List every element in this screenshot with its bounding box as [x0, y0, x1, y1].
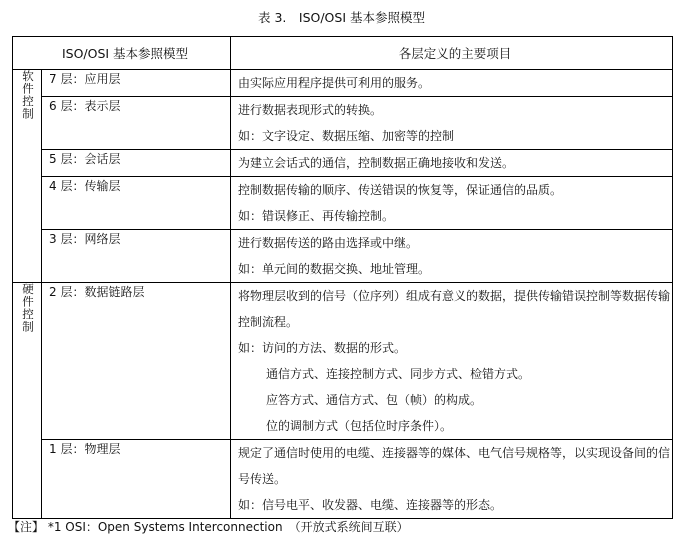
desc-line: 如：错误修正、再传输控制。 — [238, 209, 395, 223]
desc-line: 控制数据传输的顺序、传送错误的恢复等，保证通信的品质。 — [238, 183, 563, 197]
table-row — [13, 70, 673, 97]
layer-name: 1 层：物理层 — [42, 440, 231, 519]
layer-desc — [231, 440, 673, 519]
layer-desc — [231, 97, 673, 150]
desc-line: 为建立会话式的通信，控制数据正确地接收和发送。 — [238, 156, 515, 170]
desc-line: 规定了通信时使用的电缆、连接器等的媒体、电气信号规格等，以实现设备间的信号传送。 — [238, 446, 671, 486]
footnote: 【注】 *1 OSI：Open Systems Interconnection （开放式系统间互联） — [8, 520, 409, 534]
header-items: 各层定义的主要项目 — [231, 37, 673, 70]
table-row — [13, 97, 673, 150]
layer-name: 4 层：传输层 — [42, 177, 231, 230]
layer-name: 2 层：数据链路层 — [42, 283, 231, 440]
desc-line: 如：单元间的数据交换、地址管理。 — [238, 262, 431, 276]
table-caption: 表 3. ISO/OSI 基本参照模型 — [257, 10, 425, 25]
layer-desc — [231, 177, 673, 230]
table-row — [13, 283, 673, 440]
layer-desc — [231, 230, 673, 283]
desc-line: 如：文字设定、数据压缩、加密等的控制 — [238, 129, 455, 143]
osi-reference-table — [12, 36, 673, 519]
layer-desc — [231, 283, 673, 440]
group-hardware-label: 硬件控制 — [21, 283, 35, 333]
desc-sub-line: 通信方式、连接控制方式、同步方式、检错方式。 — [266, 367, 531, 381]
layer-desc — [231, 70, 673, 97]
group-hardware — [13, 283, 42, 519]
layer-name: 6 层：表示层 — [42, 97, 231, 150]
table-row — [13, 150, 673, 177]
table-row — [13, 230, 673, 283]
desc-line: 如：访问的方法、数据的形式。 — [238, 341, 407, 355]
desc-line: 如：信号电平、收发器、电缆、连接器等的形态。 — [238, 498, 503, 512]
layer-desc — [231, 150, 673, 177]
desc-line: 将物理层收到的信号（位序列）组成有意义的数据，提供传输错误控制等数据传输控制流程。 — [238, 289, 671, 329]
layer-name: 7 层：应用层 — [42, 70, 231, 97]
desc-sub-line: 应答方式、通信方式、包（帧）的构成。 — [266, 393, 483, 407]
desc-sub-line: 位的调制方式（包括位时序条件）。 — [266, 419, 453, 433]
desc-line: 由实际应用程序提供可利用的服务。 — [238, 76, 431, 90]
desc-line: 进行数据表现形式的转换。 — [238, 103, 383, 117]
table-row — [13, 177, 673, 230]
desc-line: 进行数据传送的路由选择或中继。 — [238, 236, 419, 250]
layer-name: 3 层：网络层 — [42, 230, 231, 283]
table-row — [13, 440, 673, 519]
table-header-row — [13, 37, 673, 70]
header-model: ISO/OSI 基本参照模型 — [13, 37, 231, 70]
layer-name: 5 层：会话层 — [42, 150, 231, 177]
group-software-label: 软件控制 — [21, 70, 35, 120]
group-software — [13, 70, 42, 283]
